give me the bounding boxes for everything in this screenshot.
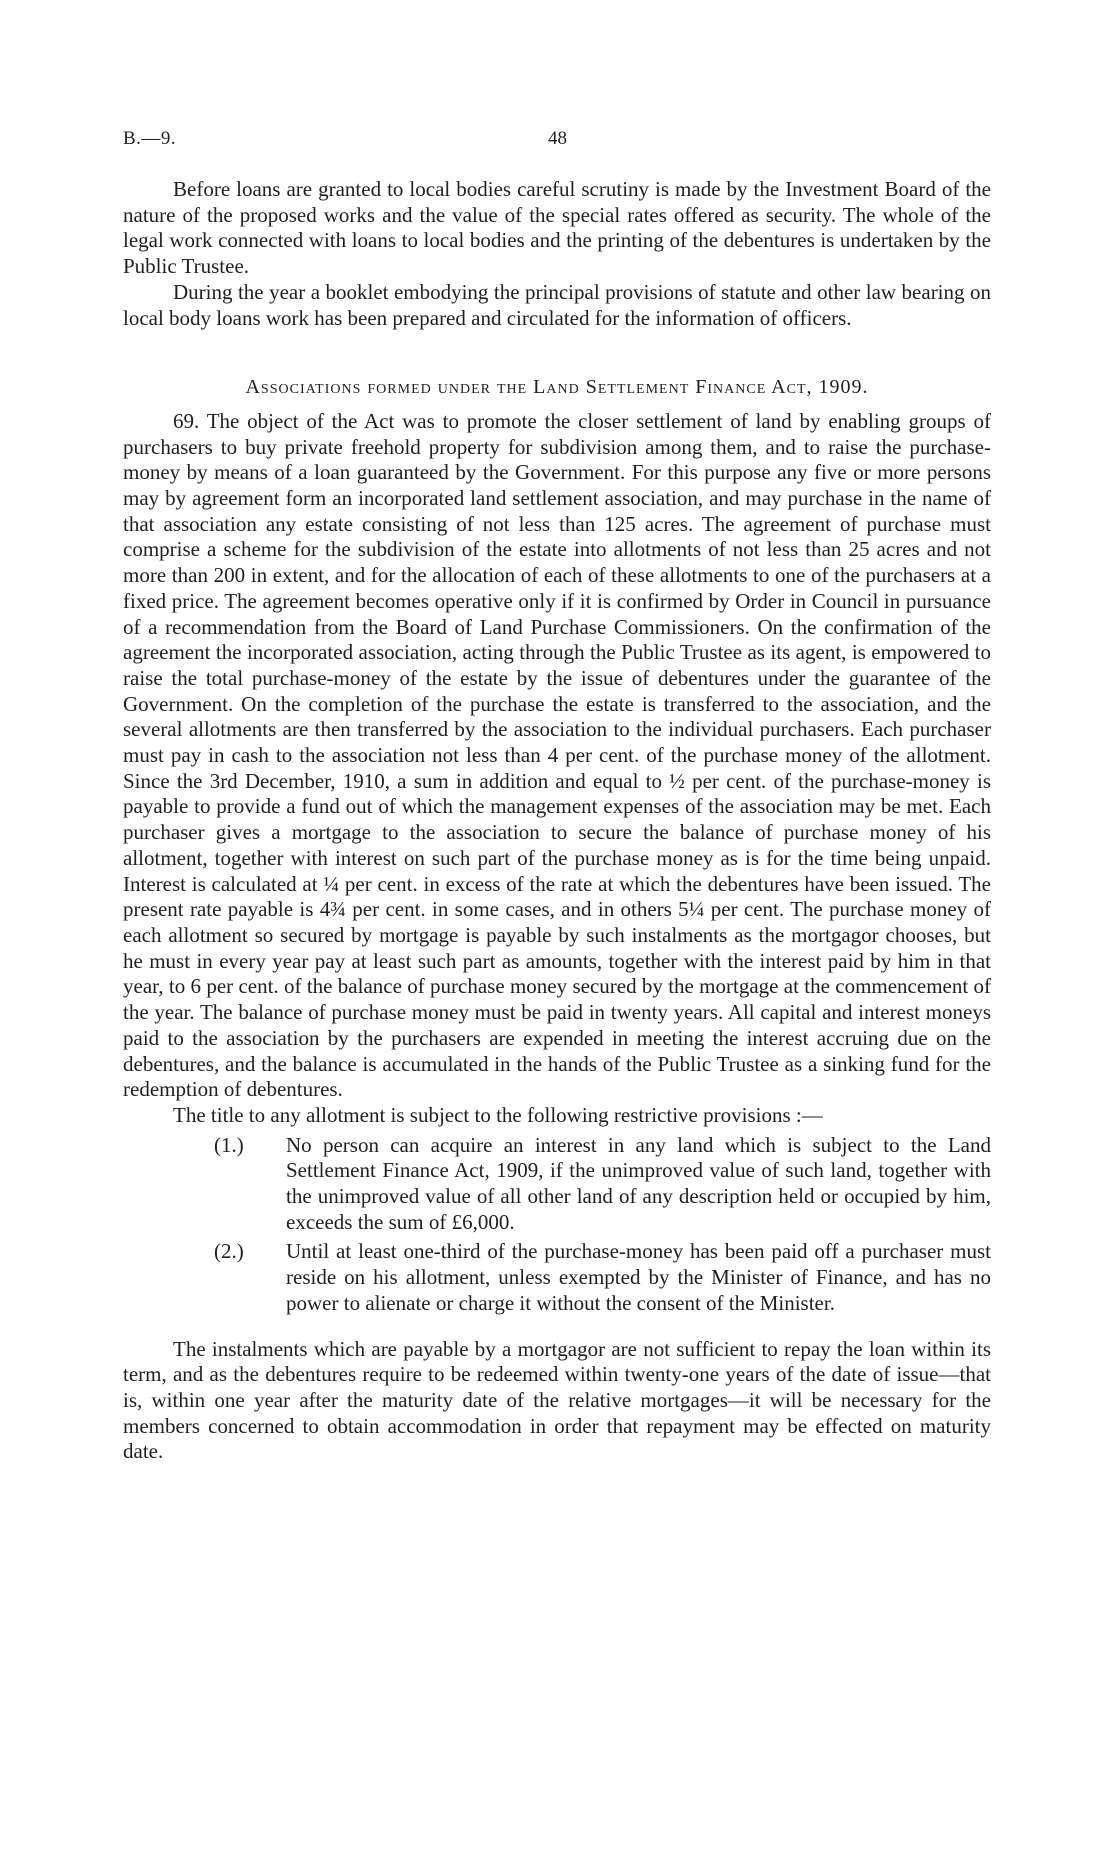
- provision-item: [123, 1133, 991, 1236]
- section-paragraph-1: 69. The object of the Act was to promote the closer settlement of land by enabling groups of purchasers to buy private freehold property for subdivision among them, and to raise the purchase-money by means of a loan guaranteed by the Government. For this purpose any five or more persons may by agreement form an incorporated land settlement association, and may purchase in the name of that association any estate consisting of not less than 125 acres. The agreement of purchase must comprise a scheme for the subdivision of the estate into allotments of not less than 25 acres and not more than 200 in extent, and for the allocation of each of these allotments to one of the purchasers at a fixed price. The agreement becomes operative only if it is confirmed by Order in Council in pursuance of a recommendation from the Board of Land Purchase Commissioners. On the confirmation of the agreement the incorporated association, acting through the Public Trustee as its agent, is empowered to raise the total purchase-money of the estate by the issue of debentures under the guarantee of the Government. On the completion of the purchase the estate is transferred to the association, and the several allotments are then transferred by the association to the individual purchasers. Each purchaser must pay in cash to the association not less than 4 per cent. of the purchase money of the allotment. Since the 3rd December, 1910, a sum in addition and equal to ½ per cent. of the purchase-money is payable to provide a fund out of which the management expenses of the association may be met. Each purchaser gives a mortgage to the association to secure the balance of purchase money of his allotment, together with interest on such part of the purchase money as is for the time being unpaid. Interest is calculated at ¼ per cent. in excess of the rate at which the debentures have been issued. The present rate payable is 4¾ per cent. in some cases, and in others 5¼ per cent. The purchase money of each allotment so secured by mortgage is payable by such instalments as the mortgagor chooses, but he must in every year pay at least such part as amounts, together with the interest paid by him in that year, to 6 per cent. of the balance of purchase money secured by the mortgage at the commencement of the year. The balance of purchase money must be paid in twenty years. All capital and interest moneys paid to the association by the purchasers are expended in meeting the interest accruing due on the debentures, and the balance is accumulated in the hands of the Public Trustee as a sinking fund for the redemption of debentures.: [123, 408, 991, 1102]
- section-heading: Associations formed under the Land Settlement Finance Act, 1909.: [245, 376, 869, 399]
- intro-paragraph-1: Before loans are granted to local bodies careful scrutiny is made by the Investment Board of the nature of the proposed works and the value of the special rates offered as security. The whole of the legal work connected with loans to local bodies and the printing of the debentures is undertaken by the Public Trustee.: [123, 177, 991, 279]
- intro-paragraph-2: During the year a booklet embodying the principal provisions of statute and other law bearing on local body loans work has been prepared and circulated for the information of officers.: [123, 279, 991, 330]
- provision-number: (1.): [214, 1132, 244, 1157]
- section-paragraph-2: The title to any allotment is subject to the following restrictive provisions :—: [173, 1102, 823, 1127]
- provision-item: [123, 1239, 991, 1316]
- section-paragraph-3: The instalments which are payable by a mortgagor are not sufficient to repay the loan within its term, and as the debentures require to be redeemed within twenty-one years of the date of issue—that is, within one year after the maturity date of the relative mortgages—it will be necessary for the members concerned to obtain accommodation in order that repayment may be effected on maturity date.: [123, 1336, 991, 1464]
- provision-text: Until at least one-third of the purchase-money has been paid off a purchaser must reside on his allotment, unless exempted by the Minister of Finance, and has no power to alienate or charge it without the consent of the Minister.: [286, 1239, 991, 1315]
- provision-number: (2.): [214, 1239, 244, 1264]
- document-reference: B.—9.: [123, 128, 177, 149]
- provisions-list: [123, 1133, 991, 1317]
- provision-text: No person can acquire an interest in any land which is subject to the Land Settlement Finance Act, 1909, if the unimproved value of such land, together with the unimproved value of all other land of any description held or occupied by him, exceeds the sum of £6,000.: [286, 1132, 991, 1234]
- document-body: [123, 177, 991, 1465]
- page-number: 48: [548, 128, 567, 149]
